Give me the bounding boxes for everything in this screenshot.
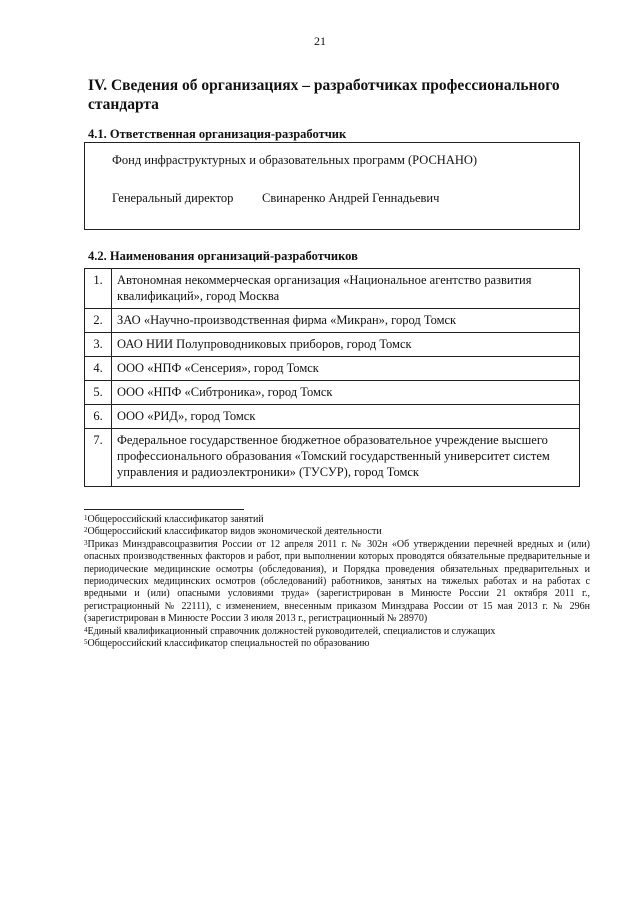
responsible-org-heading: 4.1. Ответственная организация-разработчик	[88, 127, 347, 141]
organization-name: ЗАО «Научно-производственная фирма «Микран», город Томск	[112, 309, 580, 333]
row-number: 6.	[85, 405, 112, 429]
table-row	[85, 381, 580, 405]
organization-name: ООО «НПФ «Сибтроника», город Томск	[112, 381, 580, 405]
footnote-mark: 5	[84, 638, 88, 647]
footnote	[84, 526, 590, 538]
footnote-divider	[84, 509, 244, 510]
footnotes	[84, 514, 590, 650]
responsible-person: Свинаренко Андрей Геннадьевич	[262, 191, 440, 205]
footnote-mark: 2	[84, 526, 88, 535]
organization-name: ООО «РИД», город Томск	[112, 405, 580, 429]
footnote-text: Общероссийский классификатор специальностей по образованию	[87, 638, 370, 650]
footnote	[84, 626, 590, 638]
footnote-mark: 4	[84, 625, 88, 634]
row-number: 2.	[85, 309, 112, 333]
developers-table	[84, 268, 580, 487]
table-row	[85, 269, 580, 309]
row-number: 4.	[85, 357, 112, 381]
organization-name: Автономная некоммерческая организация «Национальное агентство развития квалификаций», город Москва	[112, 269, 580, 309]
responsible-org-name: Фонд инфраструктурных и образовательных программ (РОСНАНО)	[112, 153, 478, 167]
table-row	[85, 429, 580, 487]
footnote	[84, 514, 590, 526]
developers-heading: 4.2. Наименования организаций-разработчиков	[88, 249, 358, 263]
row-number: 5.	[85, 381, 112, 405]
footnote-mark: 1	[84, 514, 88, 522]
organization-name: ООО «НПФ «Сенсерия», город Томск	[112, 357, 580, 381]
row-number: 1.	[85, 269, 112, 309]
section-title: IV. Сведения об организациях – разработчиках профессионального стандарта	[88, 77, 560, 113]
responsible-org-box	[84, 142, 580, 230]
table-row	[85, 405, 580, 429]
organization-name: ОАО НИИ Полупроводниковых приборов, город Томск	[112, 333, 580, 357]
table-row	[85, 357, 580, 381]
footnote-text: Приказ Минздравсоцразвития России от 12 апреля 2011 г. № 302н «Об утверждении перечней вредных и (или) опасных производственных факторов и работ, при выполнении которых проводятся обязательные предварительные и периодические медицинские осмотры (обследования), и Порядка проведения обязательных предварительных и периодических медицинских осмотров (обследований) работников, занятых на тяжелых работах и на работах с вредными и (или) опасными условиями труда» (зарегистрирован в Минюсте России 21 октября 2011 г., регистрационный № 22111), с изменением, внесенным приказом Минздрава России от 15 мая 2013 г. № 296н (зарегистрирован в Минюсте России 3 июля 2013 г., регистрационный № 28970)	[84, 538, 590, 625]
responsible-role: Генеральный директор	[112, 191, 234, 205]
row-number: 7.	[85, 429, 112, 487]
table-row	[85, 333, 580, 357]
footnote-text: Общероссийский классификатор занятий	[87, 514, 264, 525]
footnote	[84, 638, 590, 650]
footnote-mark: 3	[84, 538, 88, 547]
organization-name: Федеральное государственное бюджетное образовательное учреждение высшего профессионального образования «Томский государственный университет систем управления и радиоэлектроники» (ТУСУР), город Томск	[112, 429, 580, 487]
footnote-text: Единый квалификационный справочник должностей руководителей, специалистов и служащих	[87, 625, 496, 637]
footnote-text: Общероссийский классификатор видов экономической деятельности	[87, 526, 382, 538]
page-number: 21	[314, 34, 326, 48]
table-row	[85, 309, 580, 333]
row-number: 3.	[85, 333, 112, 357]
footnote	[84, 539, 590, 626]
